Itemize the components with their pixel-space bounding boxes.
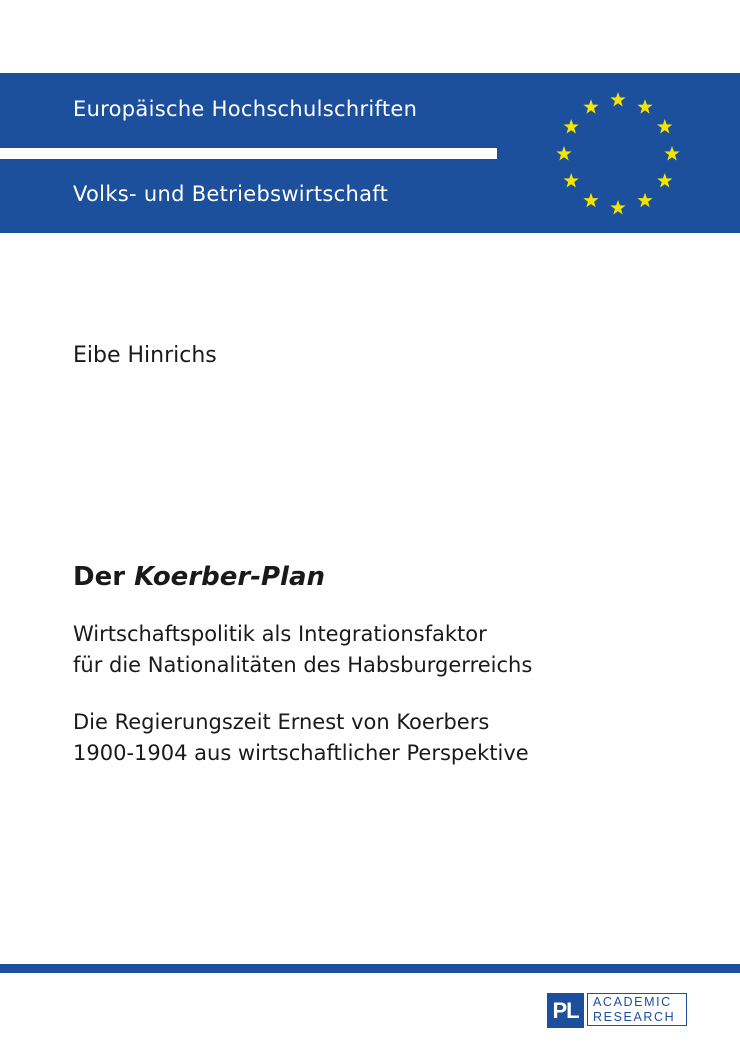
bottom-rule [0, 964, 740, 973]
series-title: Europäische Hochschulschriften [73, 97, 418, 121]
publisher-logo-line-2: RESEARCH [593, 1010, 676, 1024]
book-subtitle-1 [73, 619, 532, 681]
star-icon [556, 146, 571, 160]
star-icon [610, 92, 625, 106]
publisher-logo-text [587, 993, 687, 1026]
book-subtitle-2-line-1: Die Regierungszeit Ernest von Koerbers [73, 710, 490, 734]
book-subtitle-1-line-2: für die Nationalitäten des Habsburgerreichs [73, 653, 533, 677]
star-icon [657, 173, 672, 187]
book-title [73, 562, 325, 592]
star-icon [664, 146, 679, 160]
star-icon [583, 193, 598, 207]
star-icon [583, 99, 598, 113]
publisher-logo [547, 993, 689, 1028]
book-subtitle-2-line-2: 1900-1904 aus wirtschaftlicher Perspektive [73, 741, 529, 765]
book-subtitle-1-line-1: Wirtschaftspolitik als Integrationsfaktor [73, 622, 487, 646]
star-icon [637, 193, 652, 207]
publisher-logo-mark: PL [547, 993, 584, 1028]
star-icon [657, 119, 672, 133]
author-name: Eibe Hinrichs [73, 343, 217, 368]
series-subtitle: Volks- und Betriebswirtschaft [73, 182, 389, 206]
star-icon [610, 200, 625, 214]
book-title-italic: Koerber-Plan [134, 562, 326, 592]
star-icon [564, 119, 579, 133]
book-title-prefix: Der [73, 562, 135, 592]
eu-stars-icon [548, 84, 688, 224]
publisher-logo-line-1: ACADEMIC [593, 995, 672, 1009]
star-icon [637, 99, 652, 113]
band-divider [0, 148, 497, 159]
book-subtitle-2 [73, 707, 529, 769]
star-icon [564, 173, 579, 187]
